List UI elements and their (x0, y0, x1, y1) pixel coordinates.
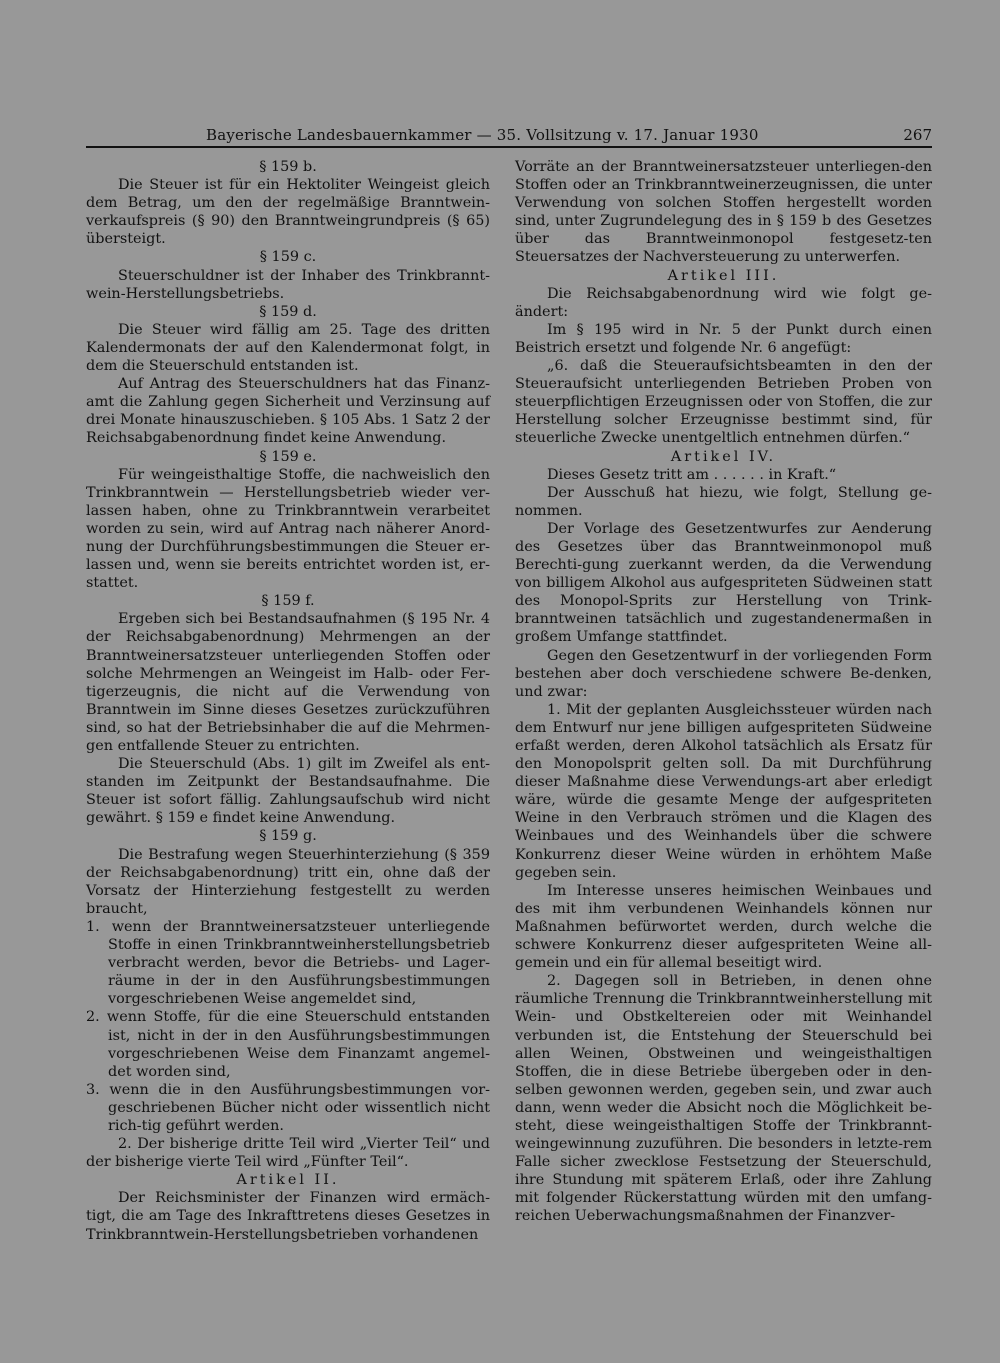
paragraph: Im § 195 wird in Nr. 5 der Punkt durch einen Beistrich ersetzt und folgende Nr. 6 angefügt: (515, 321, 932, 356)
article-heading: Artikel III. (667, 267, 780, 284)
list-item: 2. wenn Stoffe, für die eine Steuerschuld entstanden ist, nicht in der in den Ausführungsbestimmungen vorgeschriebenen Weise dem Finanzamt angemel-det worden sind, (86, 1009, 490, 1080)
paragraph: Dieses Gesetz tritt am . . . . . . in Kraft.“ (547, 466, 837, 483)
paragraph: Gegen den Gesetzentwurf in der vorliegenden Form bestehen aber doch verschiedene schwere Be-denken, und zwar: (515, 647, 932, 700)
paragraph: Der Vorlage des Gesetzentwurfes zur Aenderung des Gesetzes über das Branntweinmonopol muß Berechti-gung zuerkannt werden, da die Verwendung von billigem Alkohol aus aufgespriteten Südweinen statt des Monopol-Sprits zur Herstellung von Trink-branntweinen tatsächlich und zugestandenermaßen in großem Umfange stattfindet. (515, 520, 932, 646)
paragraph: Die Steuerschuld (Abs. 1) gilt im Zweifel als ent-standen im Zeitpunkt der Bestandsaufnahme. Die Steuer ist sofort fällig. Zahlungsaufschub wird nicht gewährt. § 159 e findet keine Anwendung. (86, 756, 490, 827)
article-heading: Artikel IV. (670, 448, 777, 465)
paragraph: Für weingeisthaltige Stoffe, die nachweislich den Trinkbranntwein — Herstellungsbetrieb wieder ver-lassen haben, ohne zu Trinkbranntwein verarbeitet worden zu sein, wird auf Antrag nach näherer Anord-nung der Durchführungsbestimmungen die Steuer er-lassen und, wenn sie bereits entrichtet worden ist, er-stattet. (86, 466, 490, 592)
paragraph: Der Ausschuß hat hiezu, wie folgt, Stellung ge-nommen. (515, 484, 932, 519)
paragraph: Steuerschuldner ist der Inhaber des Trinkbrannt-wein-Herstellungsbetriebs. (86, 267, 490, 302)
list-item: 1. wenn der Branntweinersatzsteuer unterliegende Stoffe in einen Trinkbranntweinherstellungsbetrieb verbracht werden, bevor die Betriebs- und Lager-räume in der in den Ausführungsbestimmungen vorgeschriebenen Weise angemeldet sind, (86, 918, 490, 1008)
paragraph: 2. Dagegen soll in Betrieben, in denen ohne räumliche Trennung die Trinkbranntweinherstellung mit Wein- und Obstkeltereien oder mit Weinhandel verbunden ist, die Entstehung der Steuerschuld bei allen Weinen, Obstweinen und weingeisthaltigen Stoffen, die in diese Betriebe übergeben oder in den-selben gewonnen werden, gegeben sein, und zwar auch dann, wenn weder die Absicht noch die Möglichkeit be-steht, diese weingeisthaltigen Stoffe der Trinkbrannt-weingewinnung zuzuführen. Die besonders in letzte-rem Falle sicher zwecklose Festsetzung der Steuerschuld, ihre Stundung mit späterem Erlaß, oder ihre Zahlung mit folgender Rückerstattung würden mit den umfang-reichen Ueberwachungsmaßnahmen der Finanzver- (515, 973, 932, 1225)
section-heading: § 159 c. (259, 249, 317, 266)
header-rule (86, 146, 932, 148)
section-heading: § 159 e. (259, 448, 317, 465)
paragraph: Vorräte an der Branntweinersatzsteuer unterliegen-den Stoffen oder an Trinkbranntweinerzeugnissen, die unter Verwendung von solchen Stoffen hergestellt worden sind, unter Zugrundelegung des in § 159 b des Gesetzes über das Branntweinmonopol festgesetz-ten Steuersatzes der Nachversteuerung zu unterwerfen. (515, 159, 932, 266)
paragraph: Die Reichsabgabenordnung wird wie folgt ge-ändert: (515, 285, 932, 320)
page-number: 267 (903, 126, 932, 144)
paragraph: Auf Antrag des Steuerschuldners hat das Finanz-amt die Zahlung gegen Sicherheit und Verzinsung auf drei Monate hinauszuschieben. § 105 Abs. 1 Satz 2 der Reichsabgabenordnung findet keine Anwendung. (86, 376, 490, 447)
right-column (515, 158, 932, 1226)
left-column (86, 158, 490, 1244)
paragraph: 1. Mit der geplanten Ausgleichssteuer würden nach dem Entwurf nur jene billigen aufgespriteten Südweine erfaßt werden, deren Alkohol tatsächlich als Ersatz für den Monopolsprit gelten soll. Da mit Durchführung dieser Maßnahme diese Verwendungs-art aber erledigt wäre, würde die gesamte Menge der aufgespriteten Weine in den Verbrauch strömen und die Klagen des Weinbaues und des Weinhandels über die schwere Konkurrenz dieser Weine würden in erhöhtem Maße gegeben sein. (515, 701, 932, 881)
paragraph: Die Steuer wird fällig am 25. Tage des dritten Kalendermonats der auf den Kalendermonat folgt, in dem die Steuerschuld entstanden ist. (86, 321, 490, 375)
paragraph: Der Reichsminister der Finanzen wird ermäch-tigt, die am Tage des Inkrafttretens dieses Gesetzes in Trinkbranntwein-Herstellungsbetrieben vorhandenen (86, 1190, 490, 1243)
running-title: Bayerische Landesbauernkammer — 35. Vollsitzung v. 17. Januar 1930 (206, 126, 759, 144)
section-heading: § 159 f. (261, 593, 315, 610)
section-heading: § 159 b. (259, 159, 317, 175)
article-heading: Artikel II. (236, 1172, 340, 1189)
section-heading: § 159 d. (259, 303, 317, 320)
paragraph: „6. daß die Steueraufsichtsbeamten in den der Steueraufsicht unterliegenden Betrieben Proben von steuerpflichtigen Erzeugnissen oder von Stoffen, die zur Herstellung solcher Erzeugnisse bestimmt sind, für steuerliche Zwecke unentgeltlich entnehmen dürfen.“ (515, 358, 932, 447)
page-header (86, 118, 932, 144)
paragraph: Die Steuer ist für ein Hektoliter Weingeist gleich dem Betrag, um den der regelmäßige Branntwein-verkaufspreis (§ 90) den Branntweingrundpreis (§ 65) übersteigt. (86, 177, 490, 248)
paragraph: Die Bestrafung wegen Steuerhinterziehung (§ 359 der Reichsabgabenordnung) tritt ein, ohne daß der Vorsatz der Hinterziehung festgestellt zu werden braucht, (86, 846, 490, 917)
section-heading: § 159 g. (259, 828, 317, 845)
paragraph: Im Interesse unseres heimischen Weinbaues und des mit ihm verbundenen Weinhandels können nur Maßnahmen befürwortet werden, durch welche die schwere Konkurrenz dieser aufgespriteten Weine all-gemein und ein für allemal beseitigt wird. (515, 882, 932, 972)
paragraph: Ergeben sich bei Bestandsaufnahmen (§ 195 Nr. 4 der Reichsabgabenordnung) Mehrmengen an der Branntweinersatzsteuer unterliegenden Stoffen oder solche Mehrmengen an Weingeist im Halb- oder Fer-tigerzeugnis, die nicht auf die Verwendung von Branntwein im Sinne dieses Gesetzes zurückzuführen sind, so hat der Betriebsinhaber die auf die Mehrmen-gen entfallende Steuer zu entrichten. (86, 611, 490, 754)
list-item: 3. wenn die in den Ausführungsbestimmungen vor-geschriebenen Bücher nicht oder wissentlich nicht rich-tig geführt werden. (86, 1081, 490, 1134)
paragraph: 2. Der bisherige dritte Teil wird „Vierter Teil“ und der bisherige vierte Teil wird „Fünfter Teil“. (86, 1136, 490, 1171)
